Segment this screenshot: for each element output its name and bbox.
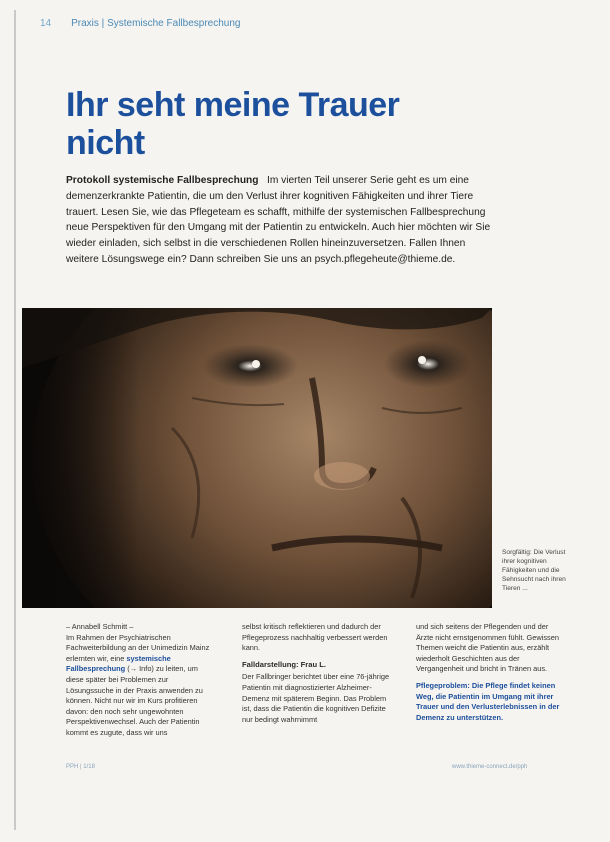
column-1 <box>66 622 214 739</box>
fallbesprechung-link[interactable]: systemische Fallbesprechung <box>66 653 171 674</box>
col3-text-a: und sich seitens der Pflegenden und der Ärzte nicht ernstgenommen fühlt. Gewissen Themen weicht die Patientin aus, erzählt wiederholt Geschichten aus der Vergangenheit und bricht in Tränen aus. <box>416 622 559 674</box>
care-problem: Pflegeproblem: Die Pflege findet keinen Weg, die Patientin im Umgang mit ihrer Trauer und den Verlusterlebnissen in der Demenz zu unterstützen. <box>416 680 560 722</box>
portrait-photo <box>22 308 492 608</box>
col1-text-b: (→ Info) zu leiten, um diese später bei Problemen zur Lösungssuche in der Praxis anwenden zu können. Nicht nur wir im Kurs profitieren davon: den noch sehr ungewohnten Perspektivenwechsel. Auch der Patientin kommt es zugute, dass wir uns <box>66 664 203 737</box>
section-label: Praxis | Systemische Fallbesprechung <box>71 18 241 29</box>
col2-text-b: Der Fallbringer berichtet über eine 76-jährige Patientin mit diagnostizierter Alzheimer-Demenz mit späterem Beginn. Das Problem ist, dass die Patientin die kognitiven Defizite nur bedingt wahrnimmt <box>242 672 390 724</box>
column-2 <box>242 622 390 725</box>
author-line: – Annabell Schmitt – <box>66 622 134 631</box>
page-number: 14 <box>40 18 52 29</box>
case-subheading: Falldarstellung: Frau L. <box>242 659 326 669</box>
column-3 <box>416 622 564 723</box>
col2-text-a: selbst kritisch reflektieren und dadurch der Pflegeprozess nachhaltig verbessert werden kann. <box>242 622 388 653</box>
footer-issue: PPH | 1/18 <box>66 764 95 770</box>
intro-text: Im vierten Teil unserer Serie geht es um eine demenzerkrankte Patientin, die um den Verlust ihrer kognitiven Fähigkeiten und ihrer Tiere trauert. Lesen Sie, wie das Pflegeteam es schafft, mithilfe der systemischen Fallbesprechung neue Perspektiven für den Umgang mit der Patientin zu entwickeln. Auch hier möchten wir Sie wieder einladen, sich selbst in die verschiedenen Rollen hineinzuversetzen. Fallen Ihnen weitere Lösungswege ein? Dann schreiben Sie uns an psych.pflegeheute@thieme.de. <box>66 175 491 265</box>
intro-lead: Protokoll systemische Fallbesprechung <box>66 175 259 186</box>
article-title: Ihr seht meine Trauer nicht <box>66 86 400 162</box>
portrait-image <box>22 308 492 608</box>
photo-caption: Sorgfältig: Die Verlust ihrer kognitiven Fähigkeiten und die Sehnsucht nach ihren Tieren ... <box>502 549 566 592</box>
page-header <box>40 18 240 29</box>
footer-url[interactable]: www.thieme-connect.de/pph <box>452 764 528 770</box>
col1-text-a: Im Rahmen der Psychiatrischen Fachweiterbildung an der Unimedizin Mainz erlernten wir, eine <box>66 632 210 663</box>
article-intro <box>66 173 498 268</box>
page-edge <box>14 10 16 830</box>
